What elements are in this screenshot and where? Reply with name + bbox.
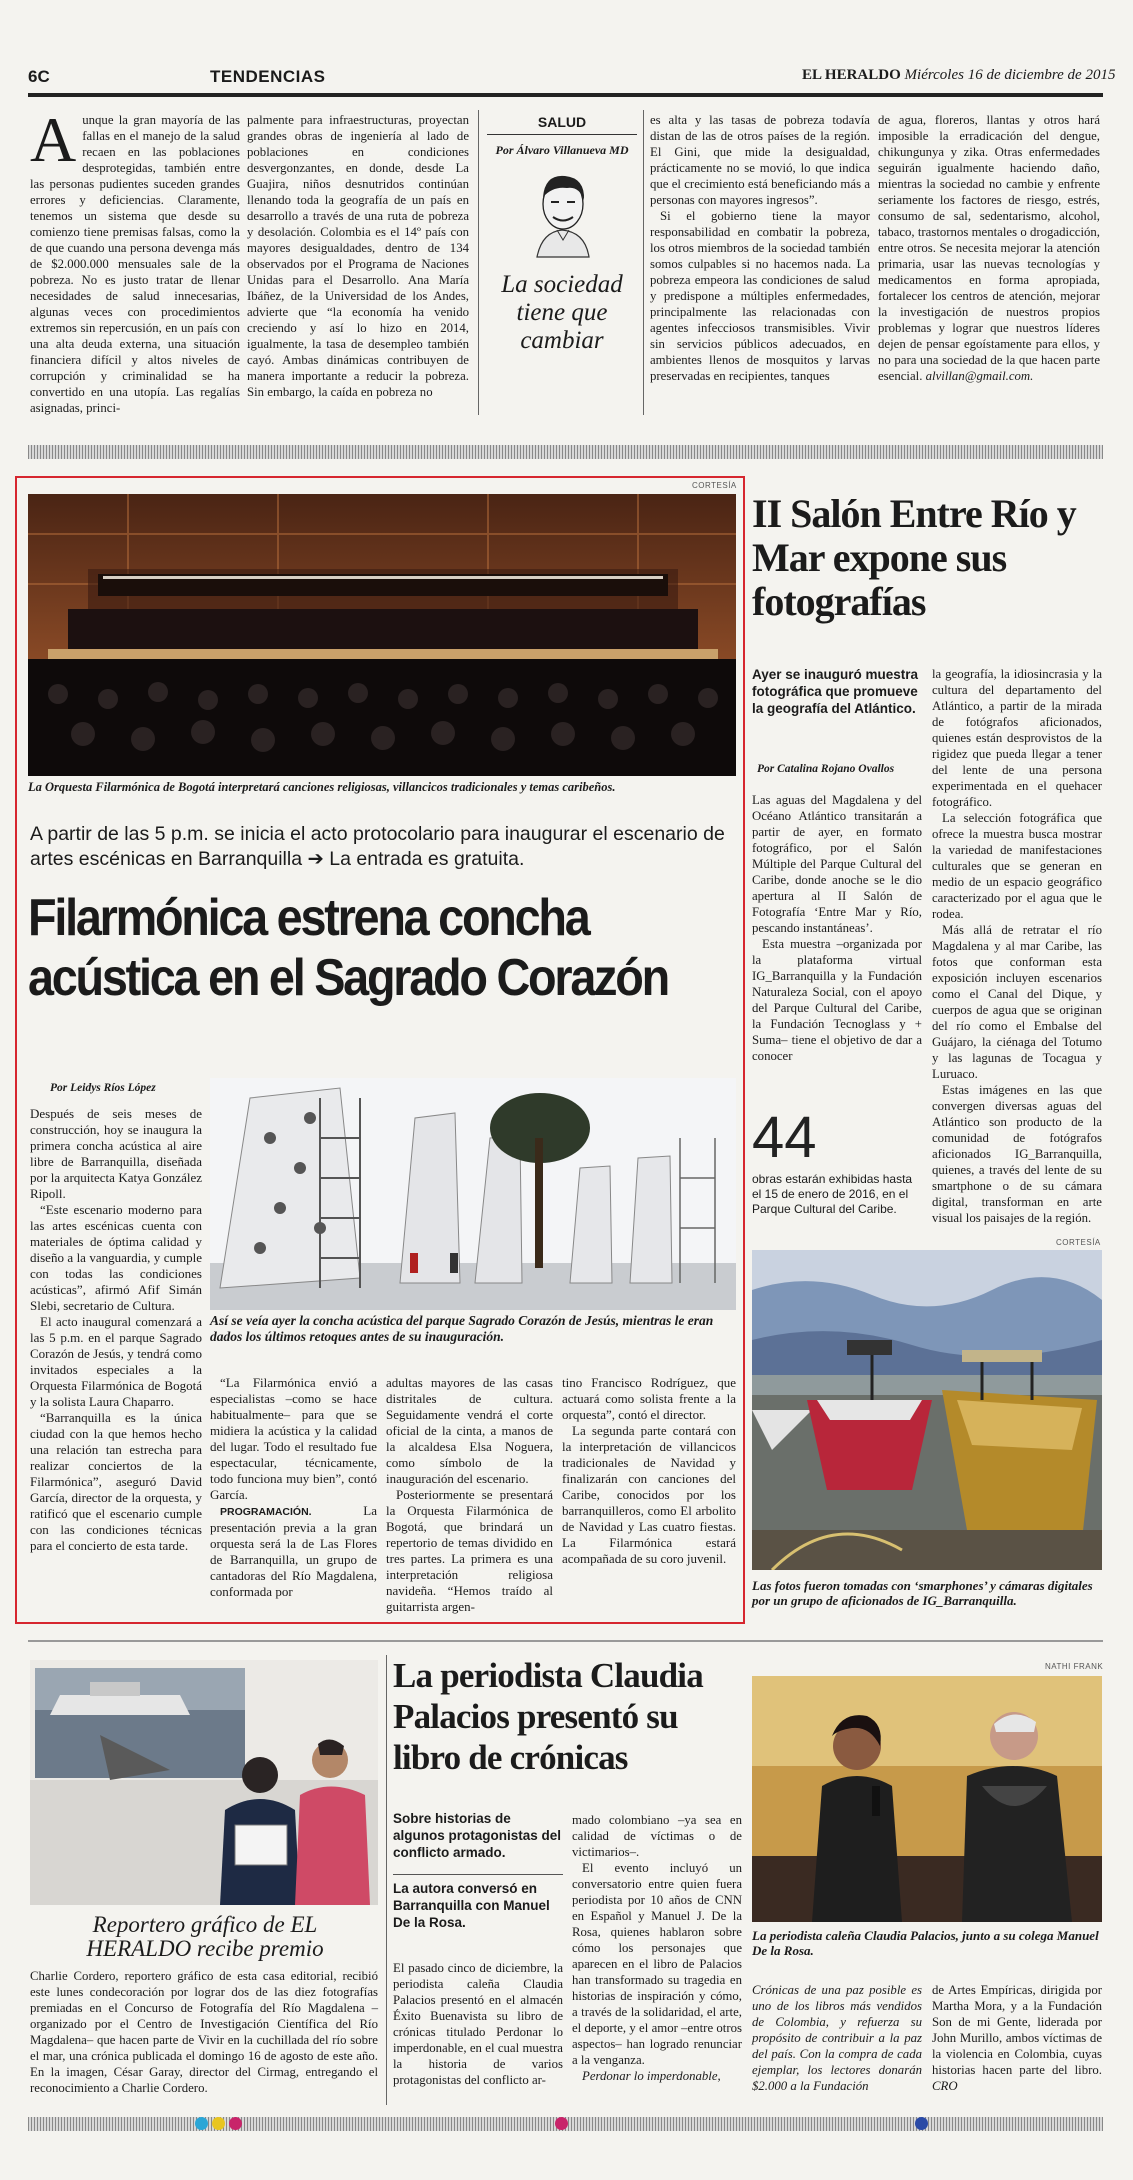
boats-photo [752, 1250, 1102, 1570]
salon-headline: II Salón Entre Río y Mar expone sus fotografías [752, 491, 1076, 624]
kicker: A partir de las 5 p.m. se inicia el acto protocolario para inaugurar el escenario de artes escénicas en Barranquilla ➔ La entrada es gratuita. [30, 823, 725, 870]
orchestra-caption: La Orquesta Filarmónica de Bogotá interpretará canciones religiosas, villancicos tradicionales y temas caribeños. [28, 780, 616, 794]
register-mark-magenta [229, 2117, 242, 2130]
story-text-1: Después de seis meses de construcción, hoy se inaugura la primera concha acústica al aire libre de Barranquilla, diseñada por la arquitecta Katya González Ripoll. “Este escenario moderno para las artes escénicas cuenta con materiales de óptima calidad y diseño a la vanguardia, y cumple con todas las condiciones acústicas”, afirmó Afif Simán Slebi, secretario de Cultura. El acto inaugural comenzará a las 5 p.m. en el parque Sagrado Corazón de Jesús, y tendrá como invitados especiales a la Orquesta Filarmónica de Bogotá y la solista Laura Chaparro. “Barranquilla es la única ciudad con la que hemos hecho una relación tan estrecha para realizar conciertos de la Filarmónica”, aseguró David García, director de la orquesta, y ratificó que el escenario cumple con las condiciones técnicas para el concierto de esta tarde. [30, 1106, 202, 1553]
palacios-deck-2: La autora conversó en Barranquilla con Manuel De la Rosa. [393, 1881, 550, 1930]
award-photo [30, 1660, 378, 1905]
palacios-text-1: El pasado cinco de diciembre, la periodista caleña Claudia Palacios presentó en el almacén Éxito Buenavista su libro de crónicas titulado Perdonar lo imperdonable, en el cual muestra la historia de varios protagonistas del conflicto ar- [393, 1961, 563, 2087]
salon-text-2: la geografía, la idiosincrasia y la cultura del departamento del Atlántico, a partir de la mirada de fotógrafos aficionados, quienes están desprovistos de la rigidez que pueda llegar a tener del lente de una persona experimentada en el quehacer fotográfico. La selección fotográfica que ofrece la muestra busca mostrar la variedad de manifestaciones culturales que se generan en medio de un espacio geográfico caracterizado por el agua que le rodea. Más allá de retratar el río Magdalena y al mar Caribe, las fotos que conforman esta exposición incluyen escenarios como el Canal del Dique, y cuerpos de agua que se originan del río como el Embalse del Guájaro, la ciénaga del Totumo y las lagunas de Tocagua y Luruaco. Estas imágenes en las que convergen diversas aguas del Atlántico son producto de la comunidad de fotógrafos aficionados IG_Barranquilla, quienes, a través del lente de su smartphone o de su cámara digital, transforman en arte visual los paisajes de la región. [932, 667, 1102, 1225]
page-number: 6C [28, 67, 50, 86]
big-number: 44 [752, 1105, 817, 1170]
photo-credit: CORTESÍA [692, 481, 737, 490]
header-rule [28, 93, 1103, 97]
column-title: La sociedad tiene que cambiar [501, 271, 623, 354]
register-mark-yellow [212, 2117, 225, 2130]
story-text-4: tino Francisco Rodríguez, que actuará como solista frente a la orquesta”, contó el director. La segunda parte contará con la interpretación de villancicos tradicionales de Navidad y finalizarán con canciones del Caribe, conocidos por los barranquilleros, como El arbolito de Navidad y Las cuatro fiestas. La Filarmónica estará acompañada de su coro juvenil. [562, 1375, 736, 1566]
section-rule [28, 1640, 1103, 1642]
story-text-3: adultas mayores de las casas distritales de cultura. Seguidamente vendrá el corte oficial de la cinta, a manos de la alcaldesa Elsa Noguera, como símbolo de la inauguración del escenario. Posteriormente se presentará la Orquesta Filarmónica de Bogotá, que brindará un repertorio de temas dividido en tres partes. La primera es una interpretación religiosa navideña. “Hemos traído al guitarrista argen- [386, 1375, 553, 1614]
column-text-1: Aunque la gran mayoría de las fallas en el manejo de la salud recaen en las poblaciones desprotegidas, también entre las personas pudientes suceden grandes errores y deficiencias. Claramente, tenemos un sistema que desde su comienzo tiene premisas falsas, como la de que cuando una persona devenga más de $2.000.000 mensuales sale de la pobreza. No es justo tratar de llenar necesidades de salud innecesarias, algunas veces con procedimientos extremos sin repercusión, en un país con una alta deuda externa, una situación financiera difícil y altos niveles de corrupción y criminalidad se ha convertido en una utopía. Las regalías asignadas, princi- [30, 104, 240, 415]
masthead [802, 67, 1115, 84]
story-text-2: “La Filarmónica envió a especialistas –como se hace habitualmente– para que se midiera la acústica y la calidad del lugar. Todo el resultado fue espectacular, técnicamente, todo funciona muy bien”, contó García. PROGRAMACIÓN. La presentación previa a la gran orquesta será la de Las Flores de Barranquilla, un grupo de cantadoras del Río Magdalena, conformada por [210, 1375, 377, 1599]
palacios-photo [752, 1676, 1102, 1922]
column-text-2: palmente para infraestructuras, proyectan grandes obras de ingeniería al lado de poblaciones en condiciones desvergonzantes, en donde, desde La Guajira, niños desnutridos continúan llenando toda la geografía de un país en desarrollo a través de una ruta de pobreza y desolación. Colombia es el 14º país con mayores desigualdades, dentro de 134 observados por el Programa de Naciones Unidas para el Desarrollo. Ana María Ibáñez, de la Universidad de los Andes, advierte que “la economía ha venido creciendo y así lo hizo en 2014, igualmente, la tasa de desempleo también cayó. Ambas dinámicas contribuyen de manera importante a reducir la pobreza. Sin embargo, la caída en pobreza no [247, 113, 469, 399]
register-mark-blue [915, 2117, 928, 2130]
paper-name: EL HERALDO [802, 67, 901, 83]
arrow-icon: ➔ [307, 848, 324, 870]
palacios-text-2: mado colombiano –ya sea en calidad de víctimas o de victimarios–. El evento incluyó un conversatorio entre quien fuera periodista por 10 años de CNN en Español y Manuel J. De la Rosa, quienes hablaron sobre cómo los personajes que aparecen en el libro de Palacios han transformado su tragedia en historias de inspiración y cómo, a través de la solidaridad, el arte, el deporte, y el amor –entre otros aspectos– han logrado renunciar a la venganza. Perdonar lo imperdonable, [572, 1813, 742, 2083]
palacios-caption: La periodista caleña Claudia Palacios, junto a su colega Manuel De la Rosa. [752, 1928, 1099, 1958]
concha-photo [210, 1078, 736, 1310]
dropcap: A [30, 104, 77, 175]
number-text: obras estarán exhibidas hasta el 15 de enero de 2016, en el Parque Cultural del Caribe. [752, 1172, 913, 1216]
salon-text-1: Las aguas del Magdalena y del Océano Atlántico transitarán a partir de ayer, en formato fotográfico, por el Salón Múltiple del Parque Cultural del Caribe, donde anoche se le dio apertura al II Salón de Fotografía ‘Entre Mar y Río, pescando instantáneas’. Esta muestra –organizada por la plataforma virtual IG_Barranquilla y la Fundación Naturaleza Social, con el apoyo del Parque Cultural del Caribe, la Fundación Tecnoglass y + Suma– tiene el objetivo de dar a conocer [752, 793, 922, 1063]
column-section: SALUD [487, 110, 637, 135]
concha-caption: Así se veía ayer la concha acústica del parque Sagrado Corazón de Jesús, mientras le eran dados los últimos retoques antes de su inauguración. [210, 1313, 714, 1344]
byline: Por Leidys Ríos López [50, 1082, 156, 1094]
issue-date: Miércoles 16 de diciembre de 2015 [904, 67, 1116, 83]
column-author: Por Álvaro Villanueva MD [495, 143, 629, 157]
reportero-text: Charlie Cordero, reportero gráfico de esta casa editorial, recibió este lunes condecoración por lograr dos de las diez fotografías premiadas en el Concurso de Fotografía del Río Magdalena –organizado por el Centro de Investigación Científica del Río Magdalena– que hacen parte de Vivir en la cuchillada del río sobre el mar, una crónica publicada el domingo 16 de agosto de este año. En la imagen, César Garay, director del Cirmag, entregando el reconocimiento a Charlie Cordero. [30, 1969, 378, 2095]
palacios-sign: CRO [932, 2079, 958, 2093]
author-email: alvillan@gmail.com. [925, 369, 1034, 383]
author-portrait [507, 162, 617, 262]
separator-band [28, 445, 1103, 459]
salon-photo-credit: CORTESÍA [1056, 1238, 1101, 1247]
orchestra-photo [28, 494, 736, 776]
program-lead: PROGRAMACIÓN. [220, 1506, 312, 1518]
salon-byline: Por Catalina Rojano Ovallos [757, 763, 895, 775]
deck-rule [393, 1874, 563, 1875]
register-mark-magenta-2 [555, 2117, 568, 2130]
column-text-3: es alta y las tasas de pobreza todavía distan de las de otros países de la región. El Gini, que mide la desigualdad, prácticamente no se movió, lo que indica que el crecimiento está beneficiando más a personas con mayores ingresos”. Si el gobierno tiene la mayor responsabilidad en combatir la pobreza, los otros miembros de la sociedad también somos culpables si no hacemos nada. La pobreza empeora las condiciones de salud y predispone a múltiples enfermedades, principalmente las relacionadas con agentes infecciosos transmisibles. Vivir sin servicios públicos adecuados, en ambientes llenos de mosquitos y larvas preservadas en recipientes, tanques [650, 113, 870, 383]
section-title: TENDENCIAS [210, 67, 326, 86]
palacios-photo-credit: NATHI FRANK [1045, 1662, 1104, 1671]
palacios-deck-1: Sobre historias de algunos protagonistas del conflicto armado. [393, 1811, 562, 1860]
salon-deck: Ayer se inauguró muestra fotográfica que promueve la geografía del Atlántico. [752, 667, 919, 716]
palacios-headline: La periodista Claudia Palacios presentó su libro de crónicas [393, 1656, 703, 1777]
register-mark-cyan [195, 2117, 208, 2130]
reportero-title: Reportero gráfico de EL HERALDO recibe premio [86, 1912, 324, 1961]
column-box [487, 110, 637, 415]
palacios-text-4: de Artes Empíricas, dirigida por Martha Mora, y a la Fundación Son de mi Gente, liderada por John Murillo, ambos víctimas de la violencia en Colombia, cuyas historias hacen parte del libro. CRO [932, 1983, 1102, 2093]
boats-caption: Las fotos fueron tomadas con ‘smarphones’ y cámaras digitales por un grupo de aficionados de IG_Barranquilla. [752, 1578, 1093, 1608]
headline: Filarmónica estrena concha acústica en el Sagrado Corazón [28, 889, 668, 1007]
palacios-text-3: Crónicas de una paz posible es uno de los libros más vendidos de Colombia, y refuerza su propósito de contribuir a la paz del país. Con la compra de cada ejemplar, los lectores donarán $2.000 a la Fundación [752, 1983, 922, 2093]
column-text-4: de agua, floreros, llantas y otros hará imposible la erradicación del dengue, chikungunya y zika. Otras enfermedades seguirán igualmente haciendo daño, mientras la sociedad no cambie y enfrente seriamente los factores de riesgo, estrés, consumo de sal, sedentarismo, alcohol, tabaco, trastornos mentales o drogadicción, entre otros. Se necesita mejorar la atención primaria, usar las nuevas tecnologías y medicamentos en forma apropiada, fortalecer los centros de atención, mejorar la investigación de nuestros propios problemas y lograr que nuestros líderes dejen de pensar egoístamente para ellos, y no para una sociedad de la que hacen parte esencial. alvillan@gmail.com. [878, 113, 1100, 383]
